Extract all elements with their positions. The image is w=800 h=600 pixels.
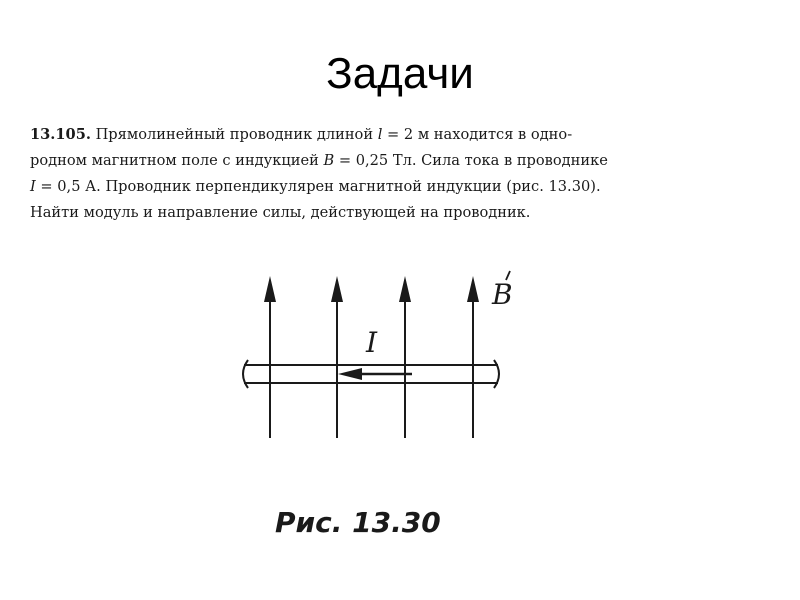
label-current: I bbox=[366, 326, 378, 359]
variable-induction: B bbox=[323, 152, 335, 169]
problem-line-3-text: = 0,5 А. Проводник перпендикулярен магнитной индукции (рис. 13.30). bbox=[35, 178, 601, 195]
field-line bbox=[399, 276, 411, 438]
field-arrowhead-1 bbox=[264, 276, 276, 302]
problem-line-2 bbox=[30, 148, 775, 174]
field-arrowhead-3 bbox=[399, 276, 411, 302]
problem-number: 13.105. bbox=[30, 126, 91, 143]
problem-statement bbox=[30, 122, 775, 226]
variable-length: l bbox=[377, 126, 383, 143]
problem-line-2-equation: = 0,25 Тл. Сила тока в проводнике bbox=[334, 152, 608, 169]
field-line bbox=[467, 276, 479, 438]
figure-caption: Рис. 13.30 bbox=[275, 506, 441, 539]
problem-line-1-text: Прямолинейный проводник длиной bbox=[90, 126, 378, 143]
current-arrowhead bbox=[338, 368, 362, 380]
field-arrowhead-2 bbox=[331, 276, 343, 302]
problem-line-1 bbox=[30, 122, 775, 148]
problem-line-1-equation: = 2 м находится в одно- bbox=[382, 126, 573, 143]
slide-title: Задачи bbox=[326, 49, 474, 98]
field-line bbox=[331, 276, 343, 438]
problem-line-4-text: Найти модуль и направление силы, действующей на проводник. bbox=[30, 204, 531, 221]
variable-current: I bbox=[30, 178, 36, 195]
label-induction: B bbox=[492, 278, 513, 311]
field-arrowhead-4 bbox=[467, 276, 479, 302]
field-line bbox=[264, 276, 276, 438]
problem-line-2-text: родном магнитном поле с индукцией bbox=[30, 152, 324, 169]
problem-line-3 bbox=[30, 174, 775, 200]
problem-line-4 bbox=[30, 200, 775, 226]
figure-magnetic-field bbox=[230, 268, 530, 448]
